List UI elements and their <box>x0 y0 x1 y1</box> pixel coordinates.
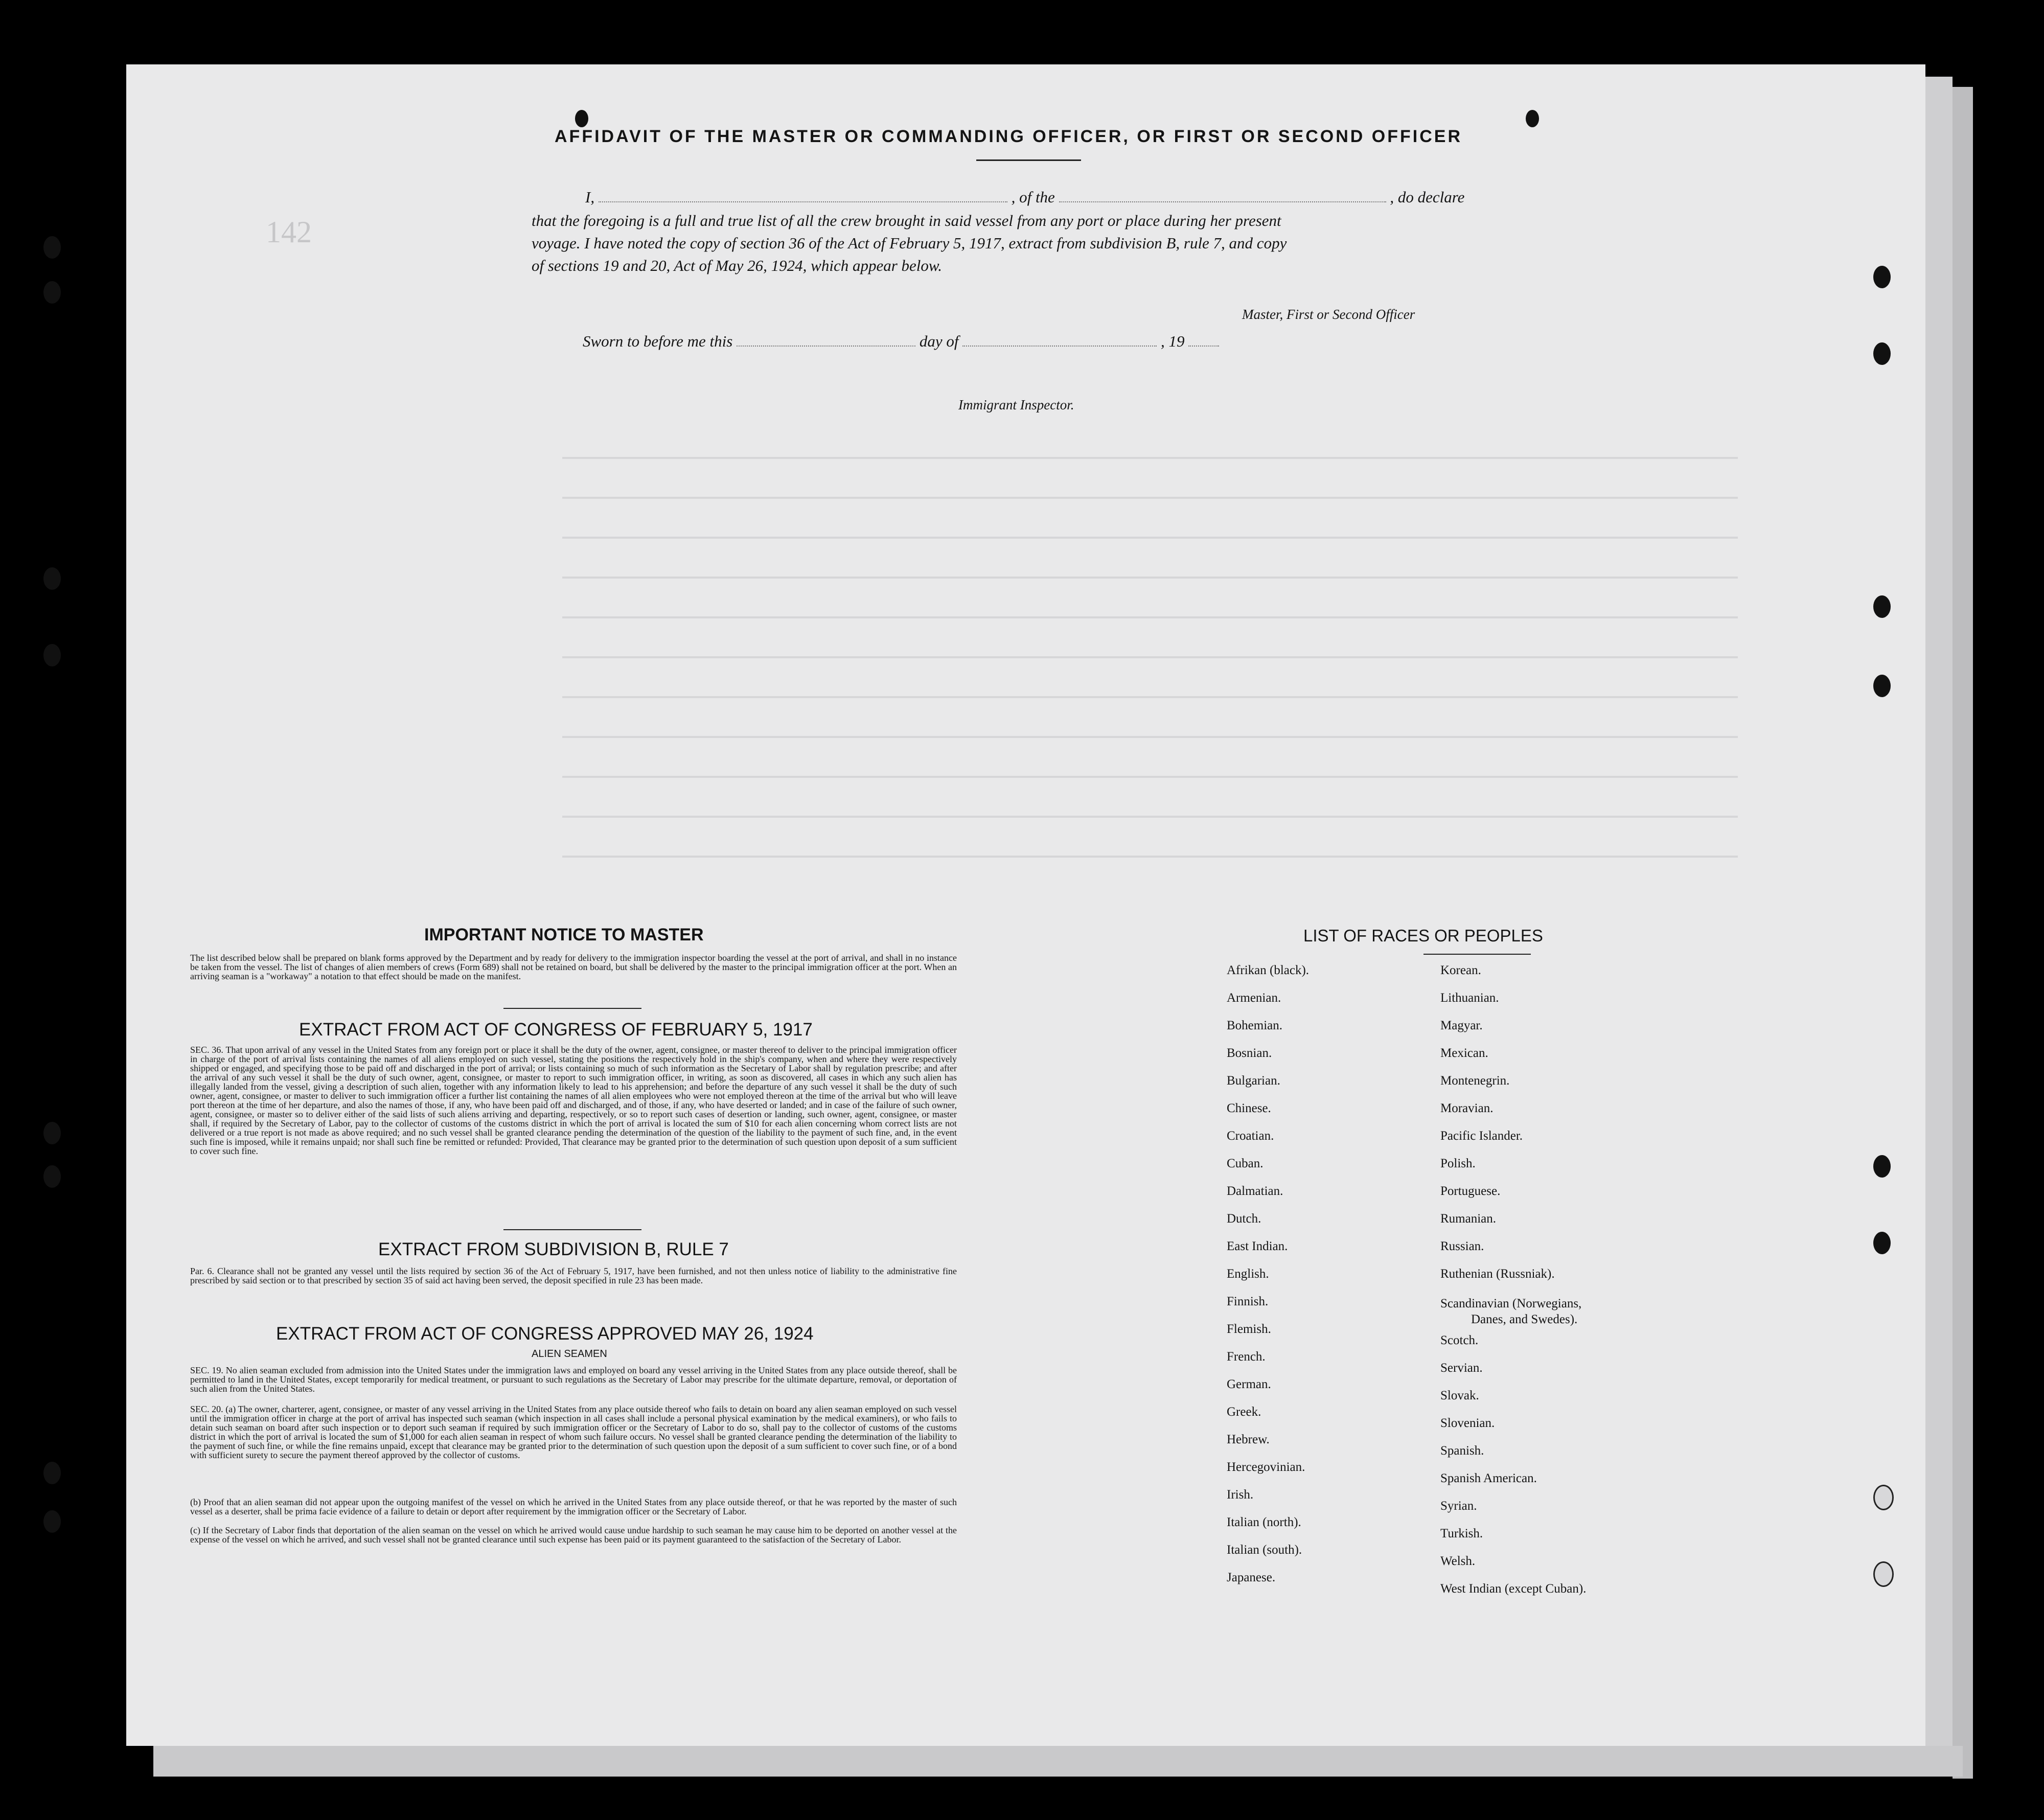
affidavit-line-1 <box>585 188 1464 206</box>
race-item: Flemish. <box>1227 1322 1271 1336</box>
race-item: Bohemian. <box>1227 1019 1283 1032</box>
affidavit-i: I, <box>585 188 595 206</box>
race-item: Dutch. <box>1227 1212 1261 1226</box>
sworn-line <box>583 332 1219 351</box>
extract-1917-body: SEC. 36. That upon arrival of any vessel in the United States from any foreign port or place it shall be the duty of the owner, agent, consignee, or master thereof to deliver to the principal immigration officer in charge of the port of arrival lists containing the names of all aliens employed on such vessel, stating the positions the respectively hold in the ship's company, when and where they were respectively shipped or engaged, and specifying those to be paid off and discharged in the port of arrival; or lists containing so much of such information as the Secretary of Labor shall by regulation prescribe; and after the arrival of any such vessel it shall be the duty of such owner, agent, consignee, or master to report to such immigration officer, in writing, as soon as discovered, all cases in which any such alien has illegally landed from the vessel, giving a description of such alien, together with any information likely to lead to his apprehension; and before the departure of any such vessel it shall be the duty of such owner, agent, consignee, or master to deliver to such immigration officer a further list containing the names of all alien employees who were not employed thereon at the time of the arrival but who will leave port thereon at the time of her departure, and also the names of those, if any, who have been paid off and discharged, and of those, if any, who have deserted or landed; and in case of the failure of such owner, agent, consignee, or master so to deliver either of the said lists of such aliens arriving and departing, respectively, or so to report such cases of desertion or landing, such owner, agent, consignee, or master shall, if required by the Secretary of Labor, pay to the collector of customs of the customs district in which the port of arrival is located the sum of $10 for each alien concerning whom correct lists are not delivered or a true report is not made as above required; and no such vessel shall be granted clearance pending the determination of the question of the liability to the payment of such fine, and, in the event such fine is imposed, while it remains unpaid; nor shall such fine be remitted or refunded: Provided, That clearance may be granted prior to the determination of such question upon deposit of a sum sufficient to cover such fine. <box>190 1045 957 1156</box>
punch-hole-icon <box>43 281 61 304</box>
race-item: Welsh. <box>1440 1554 1476 1568</box>
race-item: Spanish American. <box>1440 1471 1537 1485</box>
race-item: Lithuanian. <box>1440 991 1499 1005</box>
punch-hole-icon <box>43 1462 61 1484</box>
extract-1924-sec20a: SEC. 20. (a) The owner, charterer, agent, consignee, or master of any vessel arriving in the United States from any place outside thereof who fails to detain on board any alien seaman employed on such vessel until the immigration officer in charge at the port of arrival has inspected such seaman (which inspection in all cases shall include a personal physical examination by the medical examiners), or who fails to detain such seaman on board after such inspection or to deport such seaman if required by such immigration officer or the Secretary of Labor to do so, shall pay to the collector of customs of the customs district in which the port of arrival is located the sum of $1,000 for each alien seaman in respect of whom such failure occurs. No vessel shall be granted clearance pending the determination of the liability to the payment of such fine, or while the fine remains unpaid, except that clearance may be granted prior to the determination of such question upon the deposit of a sum sufficient to cover such fine, or of a bond with sufficient surety to secure the payment thereof approved by the collector of customs. <box>190 1404 957 1460</box>
master-signature-label: Master, First or Second Officer <box>1242 307 1415 322</box>
inspector-label: Immigrant Inspector. <box>958 397 1074 412</box>
race-item: English. <box>1227 1267 1269 1281</box>
race-item: Russian. <box>1440 1239 1484 1253</box>
year-text: , 19 <box>1160 332 1185 350</box>
alien-seamen-subheading: ALIEN SEAMEN <box>532 1348 607 1360</box>
affidavit-line-2: that the foregoing is a full and true list of all the crew brought in said vessel from any port or place during her present <box>532 212 1281 229</box>
notice-body: The list described below shall be prepared on blank forms approved by the Department and by ready for delivery to the immigration inspector boarding the vessel at the port of arrival, and shall in no instance be taken from the vessel. The list of changes of alien members of crews (Form 689) shall not be retained on board, but shall be delivered by the master to the principal immigration officer at the port. When an arriving seaman is a "workaway" a notation to that effect should be made on the manifest. <box>190 953 957 981</box>
punch-hole-icon <box>1873 1155 1891 1178</box>
page-edge-bottom <box>153 1746 1963 1777</box>
extract-rule7-body: Par. 6. Clearance shall not be granted any vessel until the lists required by section 36 of the Act of February 5, 1917, have been furnished, and not then unless notice of liability to the administrative fine prescribed by said section or to that prescribed by section 35 of said act having been served, the deposit specified in rule 23 has been made. <box>190 1266 957 1285</box>
race-item: French. <box>1227 1350 1266 1364</box>
race-item: Turkish. <box>1440 1527 1483 1540</box>
race-item: Polish. <box>1440 1157 1476 1170</box>
race-item: Japanese. <box>1227 1571 1276 1584</box>
bleed-through-rows <box>562 419 1738 879</box>
punch-hole-icon <box>43 644 61 666</box>
extract-1917-heading: EXTRACT FROM ACT OF CONGRESS OF FEBRUARY 5, 1917 <box>299 1020 813 1040</box>
race-item: Slovak. <box>1440 1389 1479 1402</box>
vessel-blank <box>1059 188 1386 202</box>
race-item: Scandinavian (Norwegians, <box>1440 1297 1582 1310</box>
section-divider <box>503 1229 641 1230</box>
sworn-text: Sworn to before me this <box>583 332 733 350</box>
race-item: Servian. <box>1440 1361 1483 1375</box>
race-item: Hebrew. <box>1227 1433 1270 1446</box>
extract-1924-sec20b: (b) Proof that an alien seaman did not appear upon the outgoing manifest of the vessel on which he arrived in the United States from any place outside thereof, or that he was reported by the master of such vessel as a deserter, shall be prima facie evidence of a failure to detain or deport after requirement by the immigration officer or the Secretary of Labor. <box>190 1497 957 1516</box>
race-item: Greek. <box>1227 1405 1261 1419</box>
punch-hole-icon <box>1873 266 1891 288</box>
races-right-column <box>1440 957 1586 1603</box>
punch-hole-icon <box>1873 1485 1894 1510</box>
page-edge-back <box>1953 87 1973 1779</box>
race-item: Spanish. <box>1440 1444 1484 1458</box>
punch-hole-icon <box>43 567 61 590</box>
race-item: Rumanian. <box>1440 1212 1497 1226</box>
punch-hole-icon <box>1873 342 1891 365</box>
title-divider <box>976 159 1081 161</box>
race-item: Armenian. <box>1227 991 1281 1005</box>
race-item: Bosnian. <box>1227 1046 1272 1060</box>
extract-rule7-heading: EXTRACT FROM SUBDIVISION B, RULE 7 <box>378 1239 729 1259</box>
punch-hole-icon <box>575 110 588 127</box>
race-item: Dalmatian. <box>1227 1184 1283 1198</box>
punch-hole-icon <box>1873 675 1891 697</box>
race-item: Cuban. <box>1227 1157 1264 1170</box>
races-divider <box>1423 954 1531 955</box>
race-item: Montenegrin. <box>1440 1074 1510 1088</box>
race-item: Croatian. <box>1227 1129 1274 1143</box>
punch-hole-icon <box>43 1122 61 1144</box>
race-item: Italian (north). <box>1227 1515 1301 1529</box>
punch-hole-icon <box>43 1510 61 1533</box>
race-item: West Indian (except Cuban). <box>1440 1582 1587 1596</box>
race-item: Finnish. <box>1227 1295 1269 1308</box>
race-item: Danes, and Swedes). <box>1471 1312 1578 1326</box>
notice-heading: IMPORTANT NOTICE TO MASTER <box>424 925 704 944</box>
page-edge-middle <box>1922 77 1953 1768</box>
affidavit-title: AFFIDAVIT OF THE MASTER OR COMMANDING OFFICER, OR FIRST OR SECOND OFFICER <box>555 127 1462 146</box>
race-item: Pacific Islander. <box>1440 1129 1523 1143</box>
section-divider <box>503 1008 641 1009</box>
affidavit-of-the: , of the <box>1011 188 1055 206</box>
day-blank <box>737 332 915 347</box>
day-of-text: day of <box>919 332 959 350</box>
affidavit-line-3: voyage. I have noted the copy of section 36 of the Act of February 5, 1917, extract from subdivision B, rule 7, and copy <box>532 234 1287 252</box>
races-heading: LIST OF RACES OR PEOPLES <box>1303 926 1543 945</box>
race-item: Chinese. <box>1227 1101 1271 1115</box>
race-item: Magyar. <box>1440 1019 1483 1032</box>
punch-hole-icon <box>1873 595 1891 618</box>
margin-number: 142 <box>266 215 312 249</box>
extract-1924-sec20c: (c) If the Secretary of Labor finds that deportation of the alien seaman on the vessel on which he arrived would cause undue hardship to such seaman he may cause him to be deported on another vessel at the expense of the vessel on which he arrived, and such vessel shall not be granted clearance until such expense has been paid or its payment guaranteed to the satisfaction of the Secretary of Labor. <box>190 1525 957 1545</box>
race-item: Irish. <box>1227 1488 1254 1502</box>
race-item: Slovenian. <box>1440 1416 1495 1430</box>
race-item: German. <box>1227 1377 1271 1391</box>
race-item: Afrikan (black). <box>1227 963 1310 977</box>
races-left-column <box>1227 957 1309 1592</box>
affidavit-do-declare: , do declare <box>1390 188 1465 206</box>
year-blank <box>1188 332 1219 347</box>
race-item: Portuguese. <box>1440 1184 1501 1198</box>
extract-1924-sec19: SEC. 19. No alien seaman excluded from admission into the United States under the immigration laws and employed on board any vessel arriving in the United States from any place outside thereof, shall be permitted to land in the United States, except temporarily for medical treatment, or pursuant to such regulations as the Secretary of Labor may prescribe for the ultimate departure, removal, or deportation of such alien from the United States. <box>190 1365 957 1394</box>
race-item: Korean. <box>1440 963 1481 977</box>
race-item: Hercegovinian. <box>1227 1460 1305 1474</box>
race-item: Syrian. <box>1440 1499 1477 1513</box>
month-blank <box>962 332 1157 347</box>
extract-1924-heading: EXTRACT FROM ACT OF CONGRESS APPROVED MAY 26, 1924 <box>276 1324 814 1344</box>
race-item: Ruthenian (Russniak). <box>1440 1267 1555 1281</box>
race-item: Mexican. <box>1440 1046 1488 1060</box>
punch-hole-icon <box>43 236 61 259</box>
punch-hole-icon <box>1873 1232 1891 1254</box>
name-blank <box>599 188 1007 202</box>
punch-hole-icon <box>43 1165 61 1188</box>
punch-hole-icon <box>1873 1561 1894 1587</box>
race-item: Scotch. <box>1440 1333 1479 1347</box>
race-item: East Indian. <box>1227 1239 1288 1253</box>
race-item: Bulgarian. <box>1227 1074 1280 1088</box>
race-item: Italian (south). <box>1227 1543 1302 1557</box>
document-page <box>126 64 1925 1746</box>
affidavit-line-4: of sections 19 and 20, Act of May 26, 1924, which appear below. <box>532 257 943 274</box>
punch-hole-icon <box>1526 110 1539 127</box>
race-item: Moravian. <box>1440 1101 1494 1115</box>
